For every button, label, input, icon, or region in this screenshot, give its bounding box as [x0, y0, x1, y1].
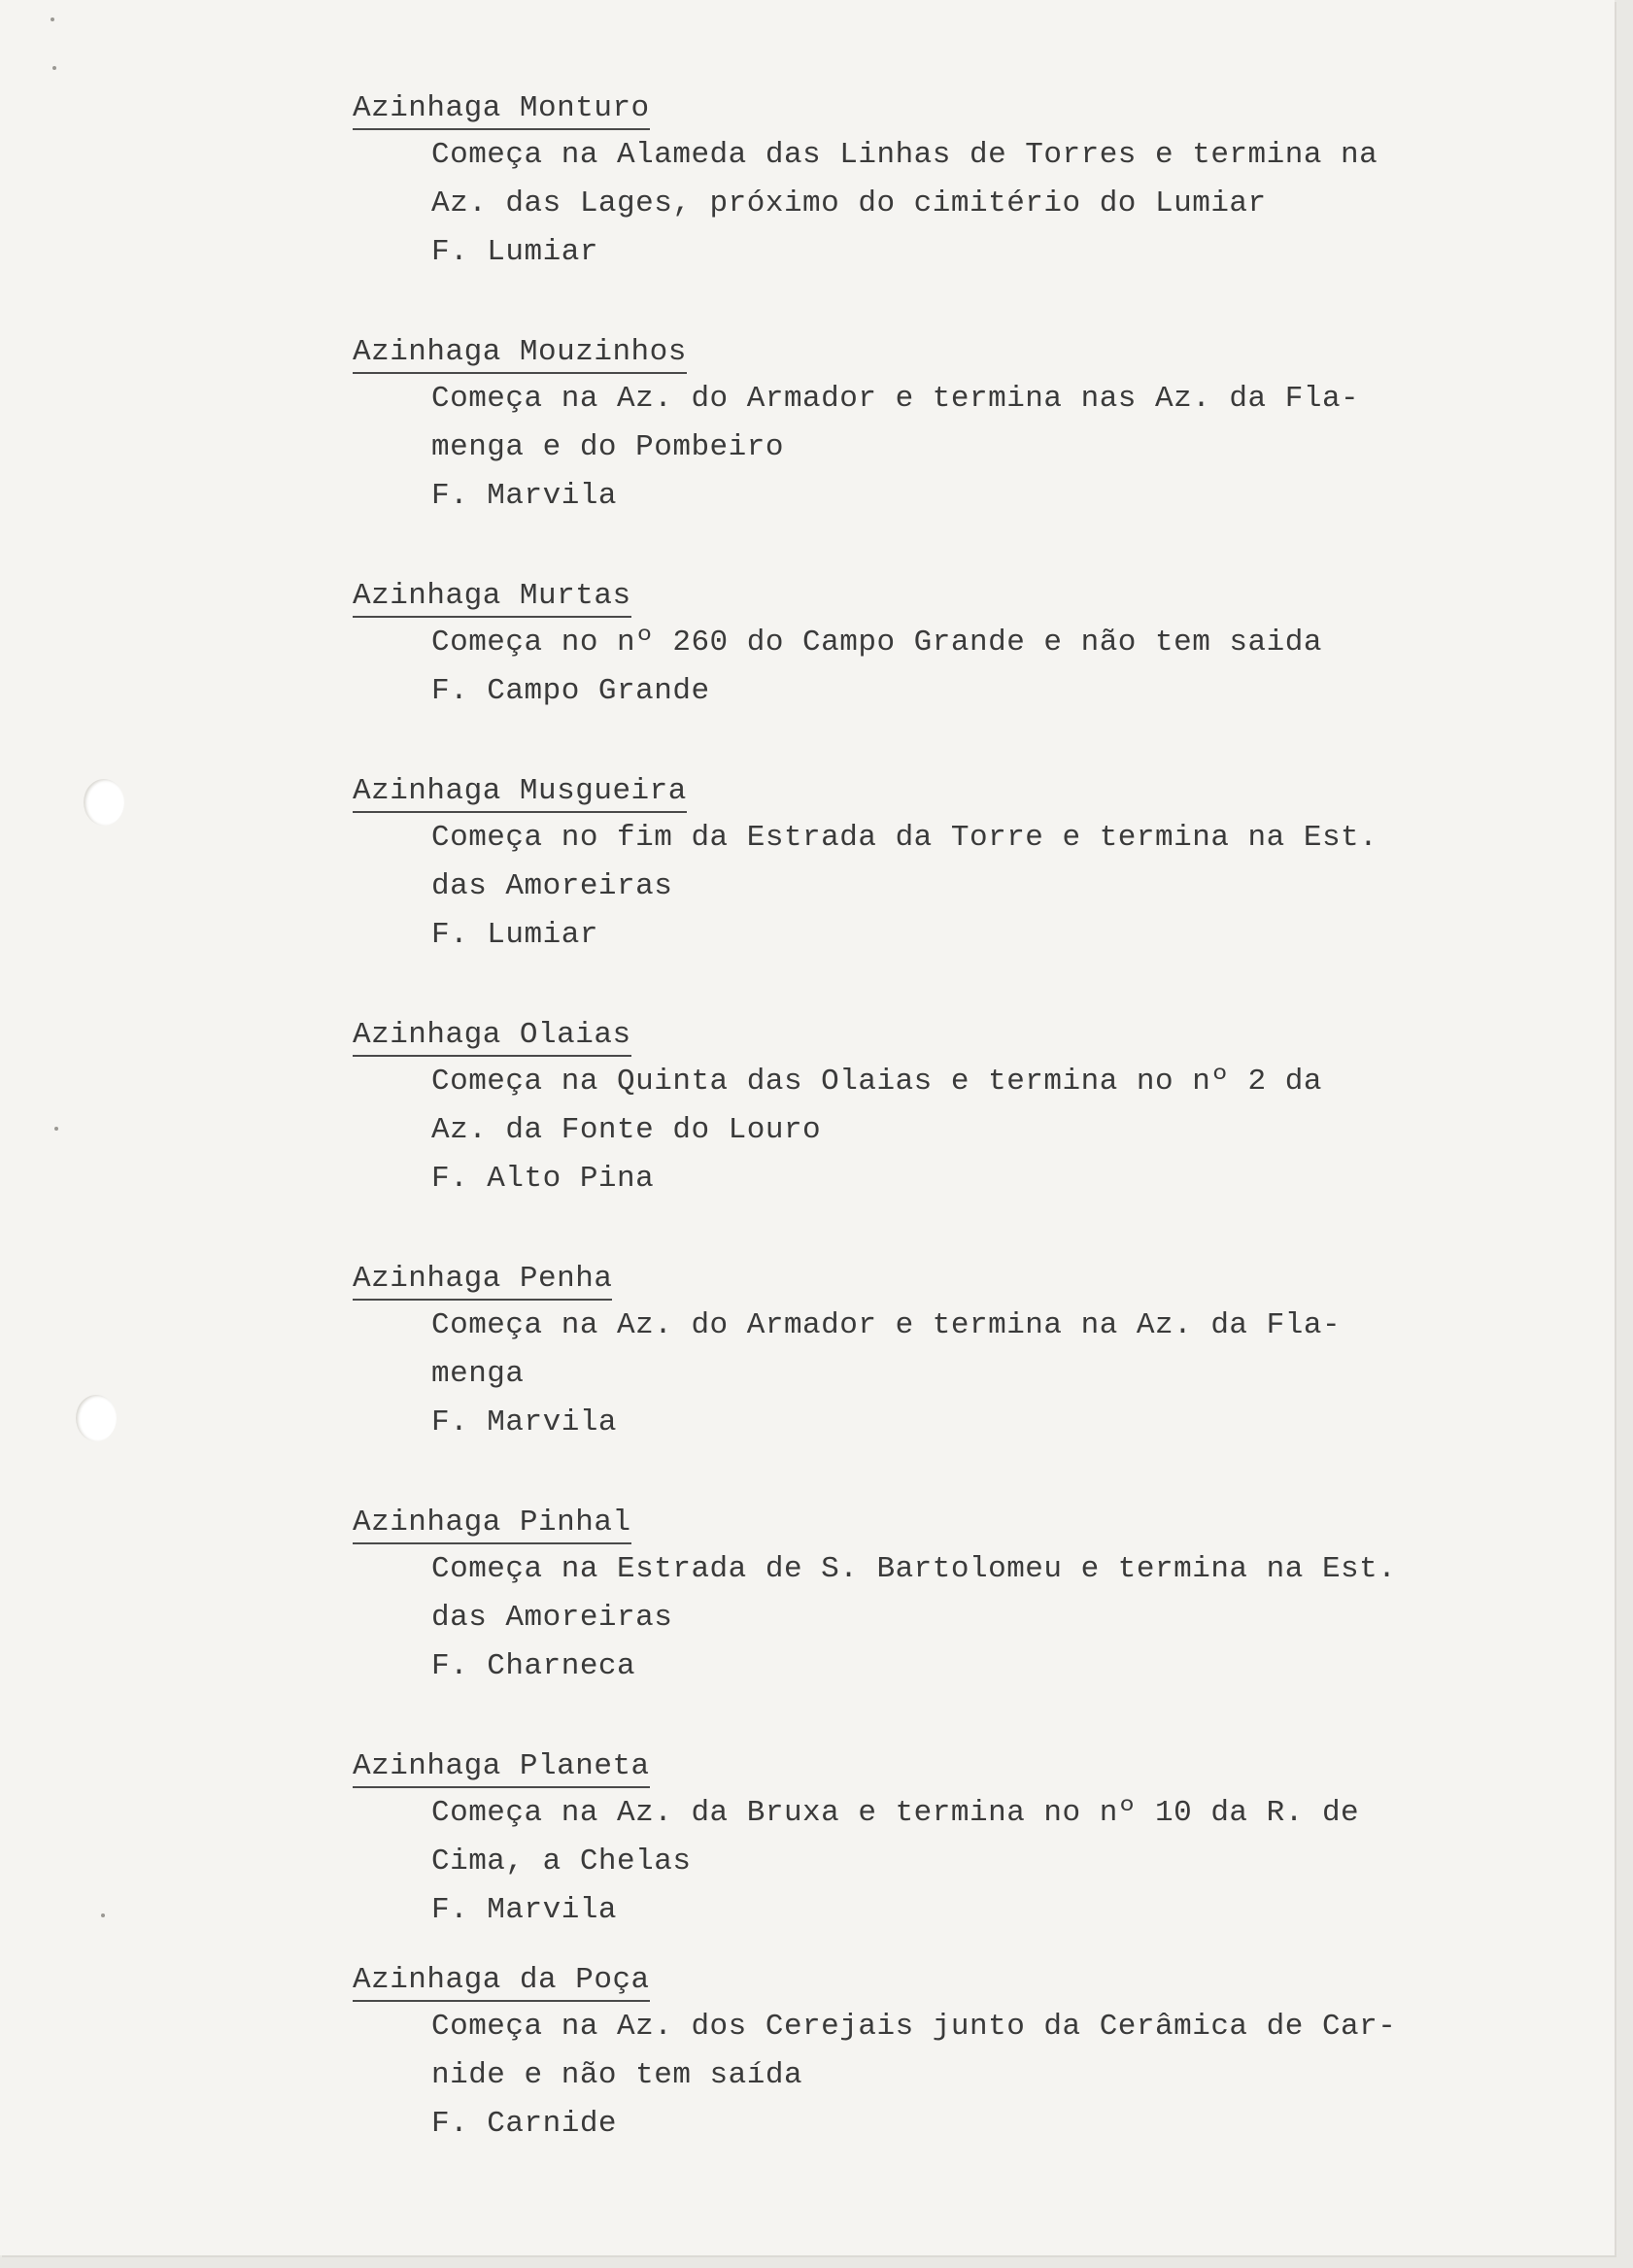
street-description	[431, 1545, 1557, 1691]
paper-speck	[54, 1127, 58, 1131]
street-entry	[353, 773, 1557, 960]
street-name: Azinhaga Monturo	[353, 90, 650, 130]
description-line: menga e do Pombeiro	[431, 430, 784, 464]
street-description	[431, 375, 1557, 521]
freguesia: F. Campo Grande	[431, 674, 710, 708]
street-entry	[353, 578, 1557, 716]
description-line: Começa na Az. do Armador e termina nas Az. da Fla-	[431, 382, 1360, 416]
street-description	[431, 2003, 1557, 2149]
street-name: Azinhaga Pinhal	[353, 1505, 631, 1544]
street-entry	[353, 1962, 1557, 2149]
description-line: Começa na Quinta das Olaias e termina no nº 2 da	[431, 1065, 1322, 1099]
description-line: Começa no nº 260 do Campo Grande e não tem saida	[431, 626, 1322, 660]
description-line: das Amoreiras	[431, 869, 673, 903]
street-name: Azinhaga Penha	[353, 1261, 612, 1301]
street-description	[431, 131, 1557, 277]
freguesia: F. Marvila	[431, 479, 618, 513]
street-description	[431, 1789, 1557, 1935]
description-line: Começa no fim da Estrada da Torre e termina na Est.	[431, 821, 1378, 855]
street-description	[431, 1058, 1557, 1203]
street-entry	[353, 1017, 1557, 1203]
paper-speck	[101, 1913, 105, 1917]
street-name: Azinhaga Murtas	[353, 578, 631, 618]
freguesia: F. Alto Pina	[431, 1162, 655, 1196]
description-line: Começa na Alameda das Linhas de Torres e termina na	[431, 138, 1378, 172]
freguesia: F. Carnide	[431, 2107, 618, 2141]
freguesia: F. Charneca	[431, 1649, 636, 1683]
description-line: menga	[431, 1357, 525, 1391]
description-line: Começa na Estrada de S. Bartolomeu e termina na Est.	[431, 1552, 1397, 1586]
street-name: Azinhaga da Poça	[353, 1962, 650, 2002]
punch-hole	[76, 1395, 117, 1441]
street-entry	[353, 1261, 1557, 1447]
freguesia: F. Lumiar	[431, 918, 598, 952]
freguesia: F. Marvila	[431, 1893, 618, 1927]
description-line: Cima, a Chelas	[431, 1845, 692, 1879]
description-line: nide e não tem saída	[431, 2058, 803, 2092]
street-name: Azinhaga Planeta	[353, 1748, 650, 1788]
freguesia: F. Marvila	[431, 1405, 618, 1439]
description-line: Az. das Lages, próximo do cimitério do Lumiar	[431, 186, 1267, 220]
street-entry	[353, 1748, 1557, 1935]
street-description	[431, 814, 1557, 960]
street-description	[431, 619, 1557, 716]
paper-speck	[52, 66, 56, 70]
street-name: Azinhaga Mouzinhos	[353, 334, 687, 374]
description-line: Começa na Az. da Bruxa e termina no nº 10 da R. de	[431, 1796, 1360, 1830]
street-name: Azinhaga Olaias	[353, 1017, 631, 1057]
street-name: Azinhaga Musgueira	[353, 773, 687, 813]
street-entry	[353, 1505, 1557, 1691]
punch-hole	[84, 779, 124, 826]
description-line: das Amoreiras	[431, 1601, 673, 1635]
paper-speck	[51, 17, 54, 21]
street-entry	[353, 90, 1557, 277]
street-description	[431, 1302, 1557, 1447]
description-line: Começa na Az. dos Cerejais junto da Cerâmica de Car-	[431, 2010, 1397, 2044]
description-line: Começa na Az. do Armador e termina na Az. da Fla-	[431, 1308, 1342, 1342]
description-line: Az. da Fonte do Louro	[431, 1113, 822, 1147]
street-entry	[353, 334, 1557, 521]
freguesia: F. Lumiar	[431, 235, 598, 269]
